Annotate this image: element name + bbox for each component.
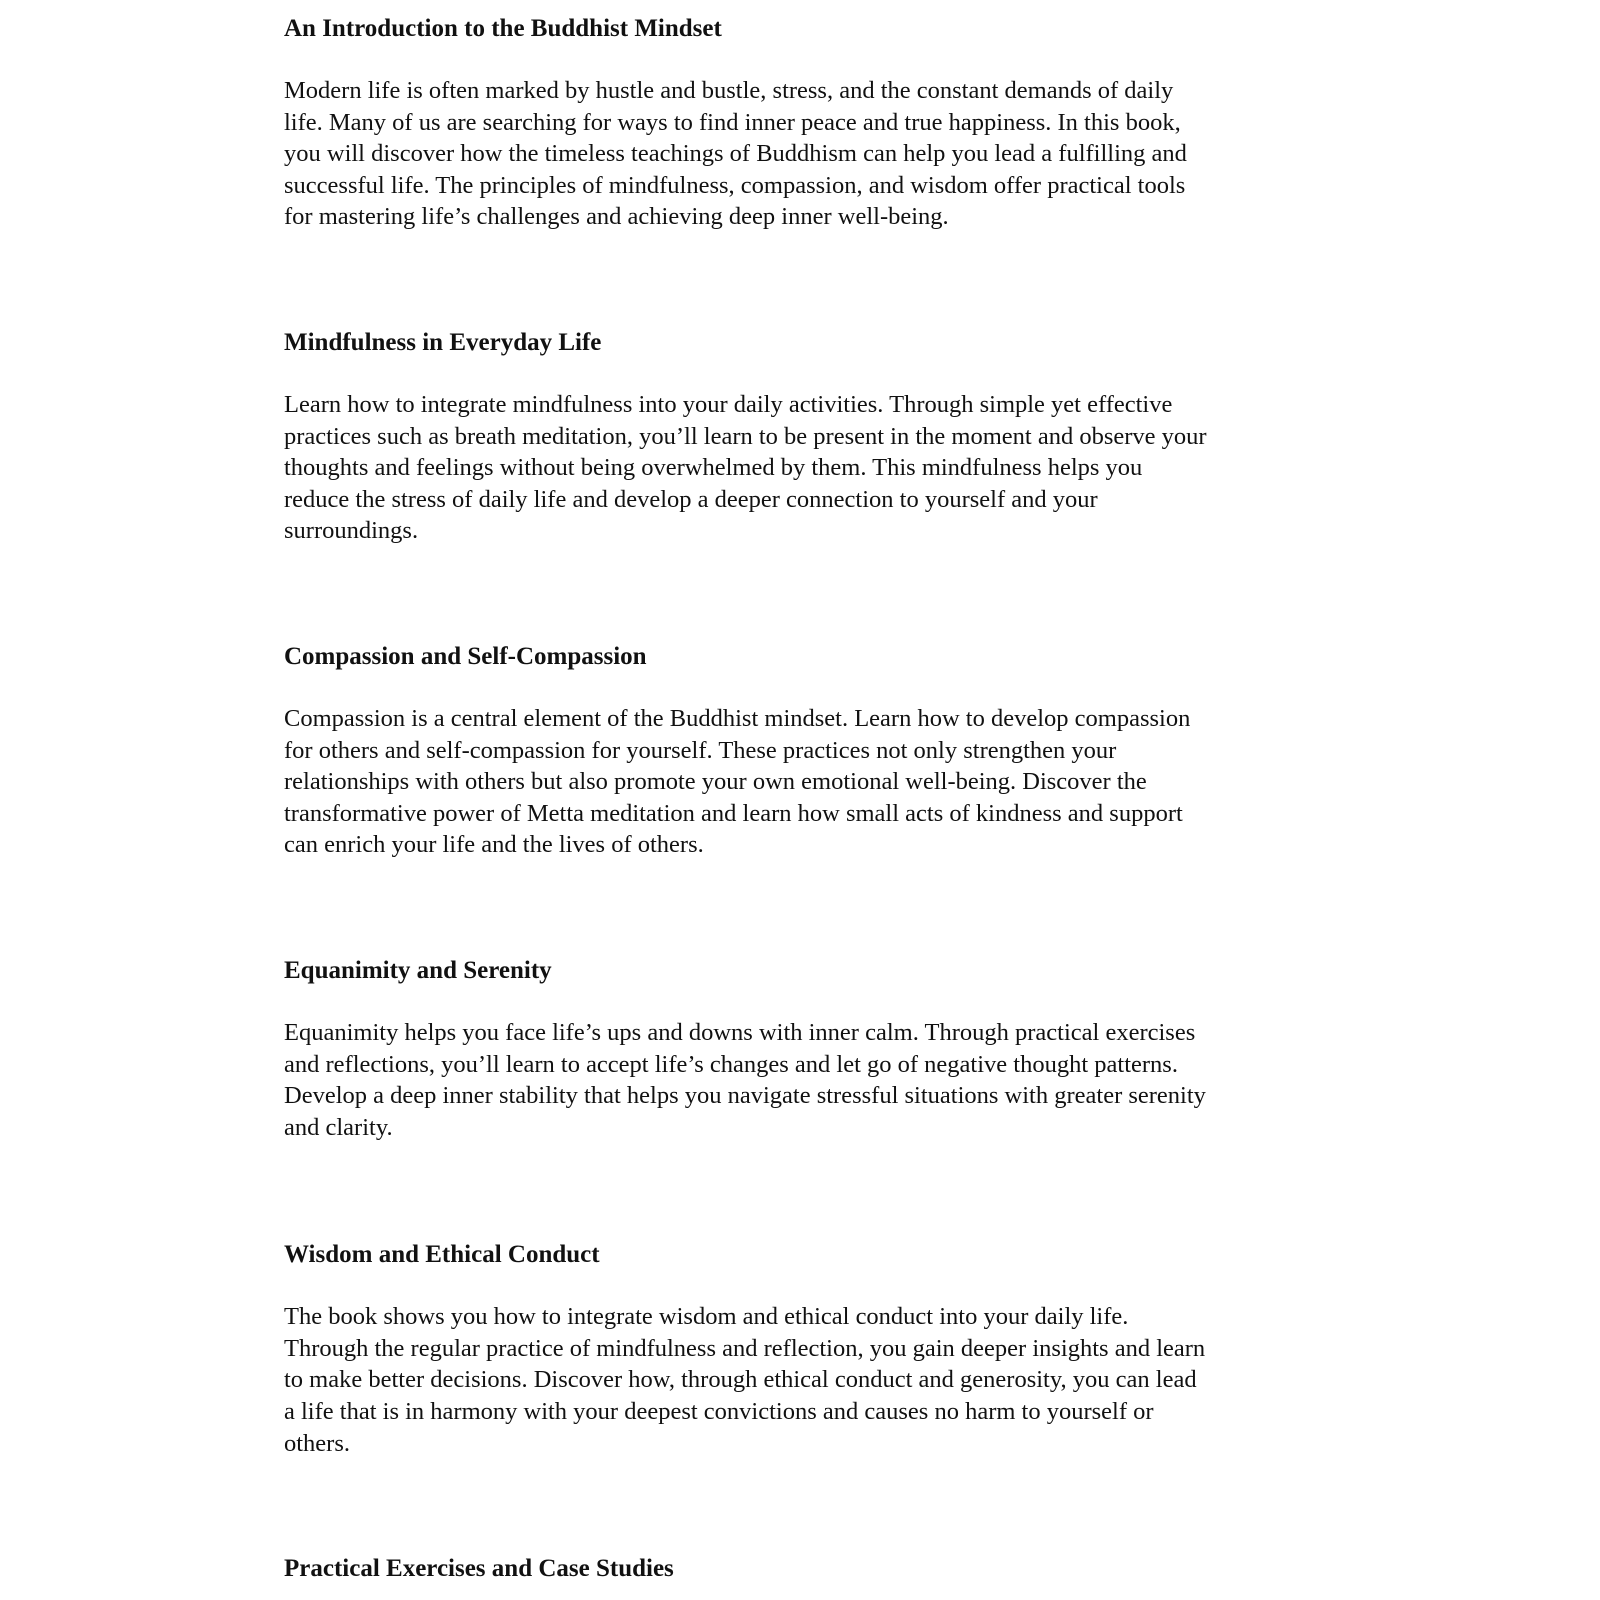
- body-line: relationships with others but also promote your own emotional well-being. Discover the: [284, 768, 1147, 796]
- body-line: Equanimity helps you face life’s ups and downs with inner calm. Through practical exercises: [284, 1018, 1196, 1046]
- section-wisdom: [284, 1238, 1324, 1459]
- body-line: thoughts and feelings without being overwhelmed by them. This mindfulness helps you: [284, 454, 1143, 482]
- body-line: for mastering life’s challenges and achieving deep inner well-being.: [284, 203, 949, 231]
- body-line: Modern life is often marked by hustle and bustle, stress, and the constant demands of daily: [284, 77, 1174, 104]
- body-line: and clarity.: [284, 1113, 393, 1141]
- section-title: Equanimity and Serenity: [284, 956, 552, 984]
- section-body: [284, 1017, 1324, 1143]
- section-body: [284, 1301, 1324, 1459]
- body-line: surroundings.: [284, 517, 419, 545]
- section-body: [284, 703, 1324, 861]
- body-line: you will discover how the timeless teachings of Buddhism can help you lead a fulfilling and: [284, 140, 1187, 168]
- body-line: reduce the stress of daily life and develop a deeper connection to yourself and your: [284, 485, 1098, 513]
- section-equanimity: [284, 954, 1324, 1143]
- body-line: life. Many of us are searching for ways to find inner peace and true happiness. In this book,: [284, 108, 1181, 136]
- body-line: Through the regular practice of mindfulness and reflection, you gain deeper insights and learn: [284, 1334, 1206, 1362]
- section-title: An Introduction to the Buddhist Mindset: [284, 15, 722, 42]
- section-title: Wisdom and Ethical Conduct: [284, 1241, 600, 1269]
- section-practical-exercises: [284, 1552, 1324, 1586]
- section-title: Practical Exercises and Case Studies: [284, 1555, 674, 1583]
- body-line: to make better decisions. Discover how, through ethical conduct and generosity, you can lead: [284, 1366, 1197, 1394]
- section-compassion: [284, 640, 1324, 861]
- body-line: successful life. The principles of mindfulness, compassion, and wisdom offer practical tools: [284, 171, 1186, 199]
- body-line: a life that is in harmony with your deepest convictions and causes no harm to yourself or: [284, 1398, 1154, 1426]
- section-body: [284, 75, 1324, 233]
- document-page: [284, 12, 1324, 1586]
- body-line: others.: [284, 1429, 350, 1457]
- section-introduction: [284, 12, 1324, 233]
- body-line: Compassion is a central element of the Buddhist mindset. Learn how to develop compassion: [284, 704, 1191, 732]
- section-body: [284, 389, 1324, 547]
- body-line: for others and self-compassion for yourself. These practices not only strengthen your: [284, 736, 1117, 764]
- body-line: Develop a deep inner stability that helps you navigate stressful situations with greater serenity: [284, 1082, 1206, 1110]
- section-mindfulness: [284, 326, 1324, 547]
- body-line: Learn how to integrate mindfulness into your daily activities. Through simple yet effective: [284, 390, 1173, 418]
- body-line: practices such as breath meditation, you’ll learn to be present in the moment and observe your: [284, 422, 1207, 450]
- body-line: can enrich your life and the lives of others.: [284, 831, 704, 859]
- body-line: transformative power of Metta meditation and learn how small acts of kindness and support: [284, 799, 1183, 827]
- section-title: Compassion and Self-Compassion: [284, 642, 647, 670]
- section-title: Mindfulness in Everyday Life: [284, 328, 602, 356]
- body-line: and reflections, you’ll learn to accept life’s changes and let go of negative thought patterns.: [284, 1050, 1178, 1078]
- body-line: The book shows you how to integrate wisdom and ethical conduct into your daily life.: [284, 1303, 1129, 1331]
